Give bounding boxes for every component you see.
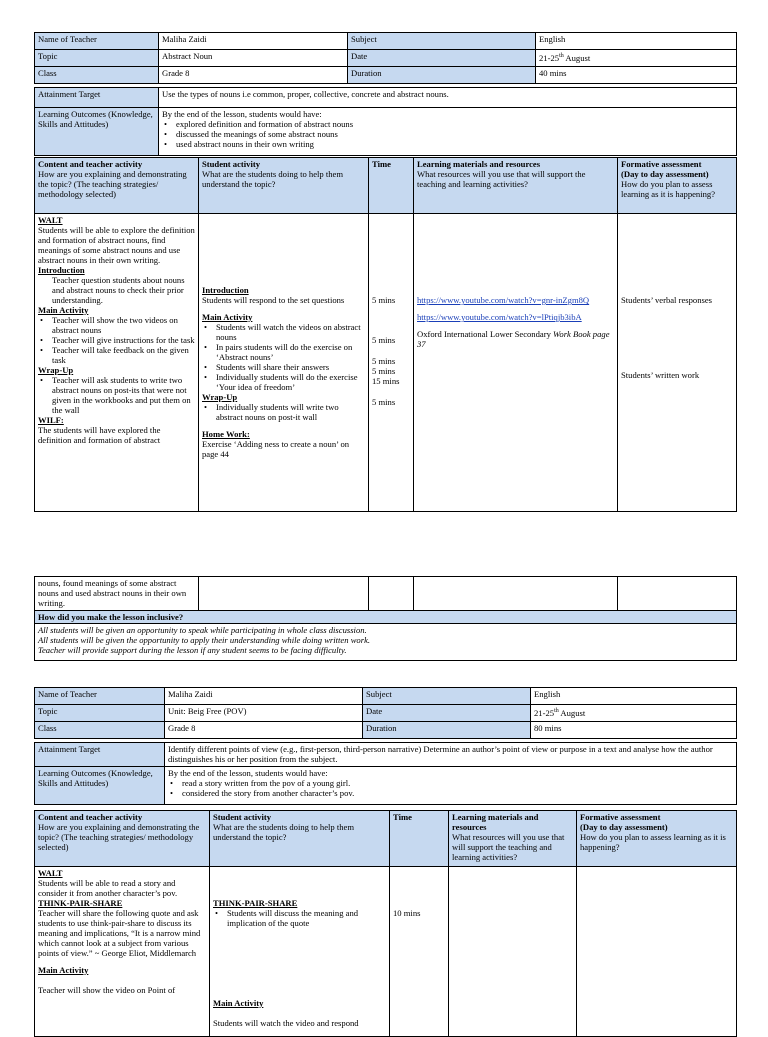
class-value: Grade 8: [159, 67, 348, 84]
plan2-activity-table: Content and teacher activity How are you explaining and demonstrating the topic? (The teaching strategies/ methodology selected) Student activity What are the students doing to help them understand the topic? Time Learning materials and resources What resources will you use that will support the teaching and learning activities? Formative assessment (Day to day assessment) How do you plan to assess learning as it is happening? WALT Students will be able to read a story and consider it from another character’s pov. THINK-PAIR-SHARE Teacher will share the following quote and ask students to use think-pair-share to discuss its meaning and implications, “It is a narrow mind which cannot look at a subject from various points of view.” ~ George Eliot, Middlemarch Main Activity Teacher will show the video on Point of THINK-PAIR-SHARE • Students will discuss the meaning and implication of the quote Main Activity Students will watch the video and respond 10 mins: [34, 810, 737, 1037]
plan1-header-table: [34, 32, 737, 84]
plan2-target-table: Attainment Target Identify different points of view (e.g., first-person, third-person narrative) Determine an author’s point of view or purpose in a text and analyse how the author distinguishes his or her position from the subject. Learning Outcomes (Knowledge, Skills and Attitudes) By the end of the lesson, students would have: • read a story written from the pov of a young girl. • considered the story from another character’s pov.: [34, 742, 737, 805]
outcome-item: • used abstract nouns in their own writing: [176, 139, 733, 149]
outcome-item: • explored definition and formation of abstract nouns: [176, 119, 733, 129]
col-resources-header: Learning materials and resources What resources will you use that will support the teaching and learning activities?: [414, 158, 618, 214]
subject-label: Subject: [348, 33, 536, 50]
plan1-continued-table: [34, 576, 737, 661]
col-student-header: Student activity What are the students doing to help them understand the topic?: [199, 158, 369, 214]
date-value: 21-25th August: [536, 50, 737, 67]
col-content-header: Content and teacher activity How are you explaining and demonstrating the topic? (The teaching strategies/ methodology selected): [35, 158, 199, 214]
subject-value: English: [536, 33, 737, 50]
outcome-item: • discussed the meanings of some abstract nouns: [176, 129, 733, 139]
teacher-label: Name of Teacher: [35, 33, 159, 50]
resources-cell: [414, 214, 618, 512]
assessment-cell: Students’ verbal responses Students’ written work: [618, 214, 737, 512]
target-value: Use the types of nouns i.e common, proper, collective, concrete and abstract nouns.: [159, 88, 737, 108]
teacher-name: Maliha Zaidi: [159, 33, 348, 50]
class-label: Class: [35, 67, 159, 84]
time-cell: 5 mins 5 mins 5 mins 5 mins 15 mins 5 mins: [369, 214, 414, 512]
wilf-continued: nouns, found meanings of some abstract nouns and used abstract nouns in their own writing.: [35, 577, 199, 611]
duration-label: Duration: [348, 67, 536, 84]
video-link-1[interactable]: https://www.youtube.com/watch?v=gnr-inZgm8Q: [417, 295, 590, 305]
inclusive-heading: How did you make the lesson inclusive?: [35, 611, 737, 624]
inclusive-text: All students will be given an opportunity to speak while participating in whole class discussion. All students will be given the opportunity to apply their understanding while doing written work. Teacher will provide support during the lesson if any student seems to be facing difficulty.: [35, 624, 737, 661]
topic-value: Abstract Noun: [159, 50, 348, 67]
outcomes-value: By the end of the lesson, students would have: • explored definition and formation of abstract nouns • discussed the meanings of some abstract nouns • used abstract nouns in their own writing: [159, 108, 737, 156]
video-link-2[interactable]: https://www.youtube.com/watch?v=lPtiqjb3ibA: [417, 312, 582, 322]
duration-value: 40 mins: [536, 67, 737, 84]
outcomes-label: Learning Outcomes (Knowledge, Skills and Attitudes): [35, 108, 159, 156]
plan2-header-table: Name of Teacher Maliha Zaidi Subject English Topic Unit: Beig Free (POV) Date 21-25th August Class Grade 8 Duration 80 mins: [34, 687, 737, 739]
plan1-activity-table: [34, 157, 737, 512]
target-label: Attainment Target: [35, 88, 159, 108]
col-assessment-header: Formative assessment (Day to day assessment) How do you plan to assess learning as it is happening?: [618, 158, 737, 214]
plan1-target-table: [34, 87, 737, 156]
plan2-teacher-cell: WALT Students will be able to read a story and consider it from another character’s pov. THINK-PAIR-SHARE Teacher will share the following quote and ask students to use think-pair-share to discuss its meaning and implications, “It is a narrow mind which cannot look at a subject from various points of view.” ~ George Eliot, Middlemarch Main Activity Teacher will show the video on Point of: [35, 867, 210, 1037]
topic-label: Topic: [35, 50, 159, 67]
plan2-student-cell: THINK-PAIR-SHARE • Students will discuss the meaning and implication of the quote Main Activity Students will watch the video and respond: [210, 867, 390, 1037]
date-label: Date: [348, 50, 536, 67]
teacher-activity-cell: WALT Students will be able to explore the definition and formation of abstract nouns, find meanings of some abstract nouns and use abstract nouns in their own writing. Introduction Teacher question students about nouns and abstract nouns to check their prior understanding. Main Activity • Teacher will show the two videos on abstract nouns • Teacher will give instructions for the task • Teacher will take feedback on the given task Wrap-Up • Teacher will ask students to write two abstract nouns on post-its that were not given in the workbooks and put them on the wall WILF: The students will have explored the definition and formation of abstract: [35, 214, 199, 512]
workbook-reference: Oxford International Lower Secondary Work Book page 37: [417, 329, 610, 349]
student-activity-cell: Introduction Students will respond to the set questions Main Activity • Students will watch the videos on abstract nouns • In pairs students will do the exercise on ‘Abstract nouns’ • Students will share their answers • Individually students will do the exercise ‘Your idea of freedom’ Wrap-Up • Individually students will write two abstract nouns on post-it wall Home Work: Exercise ‘Adding ness to create a noun’ on page 44: [199, 214, 369, 512]
col-time-header: Time: [369, 158, 414, 214]
